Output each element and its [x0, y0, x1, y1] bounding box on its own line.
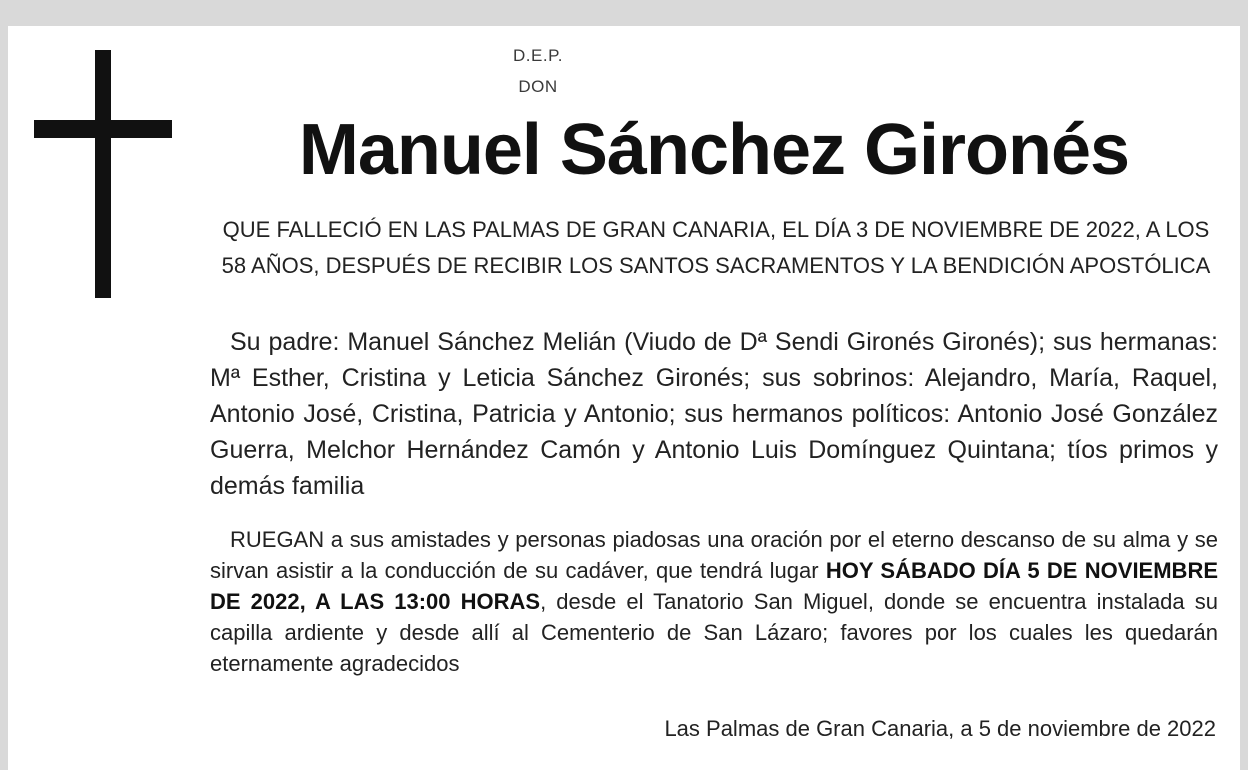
cross-icon — [34, 50, 172, 298]
prayer-paragraph — [210, 524, 1218, 679]
deceased-name: Manuel Sánchez Gironés — [298, 110, 1130, 190]
family-paragraph: Su padre: Manuel Sánchez Melián (Viudo de Dª Sendi Gironés Gironés); sus hermanas: Mª Esther, Cristina y Leticia Sánchez Gironés; sus sobrinos: Alejandro, María, Raquel, Antonio José, Cristina, Patricia y Antonio; sus hermanos políticos: Antonio José González Guerra, Melchor Hernández Camón y Antonio Luis Domínguez Quintana; tíos primos y demás familia — [210, 328, 1218, 500]
obituary-notice — [8, 26, 1240, 770]
prayer-text-start: RUEGAN a sus amistades y personas piadosas una oración por el eterno descanso de su alma y se sirvan asistir a la conducción de su cadáver, que tendrá lugar — [210, 527, 1218, 583]
don-label: DON — [518, 77, 558, 96]
dateline: Las Palmas de Gran Canaria, a 5 de noviembre de 2022 — [664, 716, 1216, 741]
dep-label: D.E.P. — [513, 46, 563, 65]
cross-vertical-bar — [95, 50, 111, 298]
funeral-time: HOY SÁBADO DÍA 5 DE NOVIEMBRE DE 2022, A LAS 13:00 HORAS — [210, 558, 1219, 614]
cross-horizontal-bar — [34, 120, 172, 138]
death-notice: QUE FALLECIÓ EN LAS PALMAS DE GRAN CANARIA, EL DÍA 3 DE NOVIEMBRE DE 2022, A LOS 58 AÑOS, DESPUÉS DE RECIBIR LOS SANTOS SACRAMENTOS Y LA BENDICIÓN APOSTÓLICA — [221, 217, 1211, 278]
prayer-text-end: , desde el Tanatorio San Miguel, donde se encuentra instalada su capilla ardiente y desde allí al Cementerio de San Lázaro; favores por los cuales les quedarán eternamente agradecidos — [210, 589, 1218, 676]
